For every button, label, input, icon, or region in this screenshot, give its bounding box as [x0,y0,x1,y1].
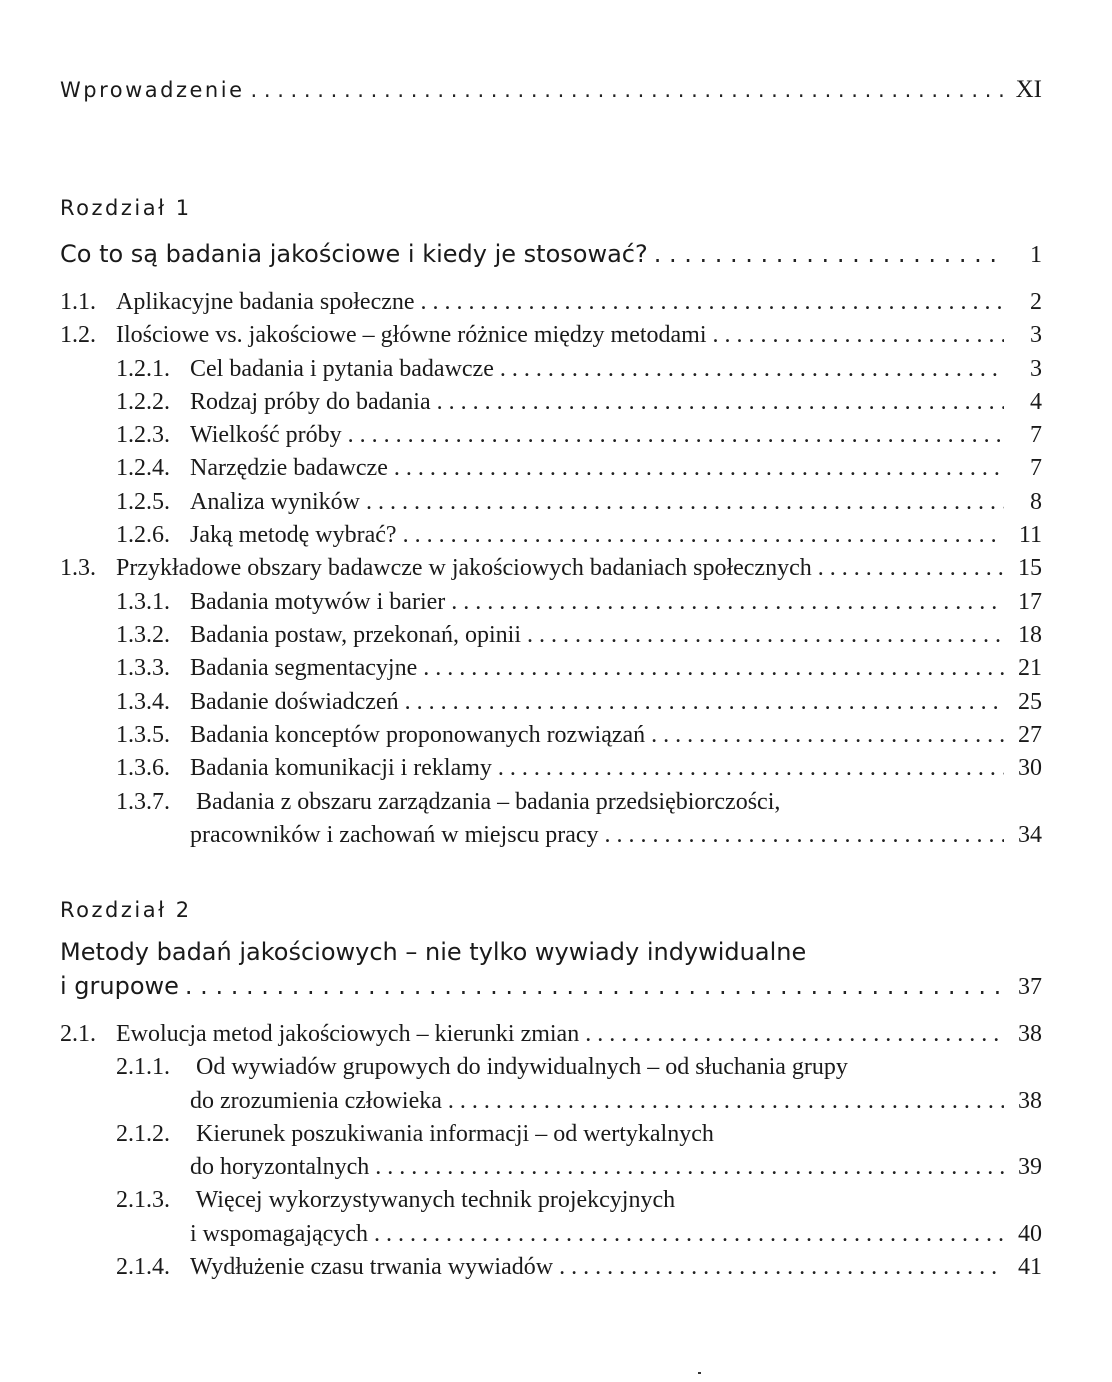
subsection-title-continued: pracowników i zachowań w miejscu pracy [190,822,599,848]
dot-leader [251,78,1005,102]
subsection-number: 1.2.2. [116,389,170,415]
dot-leader [403,522,1004,549]
toc-entry[interactable] [60,489,1042,516]
section-title: Ewolucja metod jakościowych – kierunki zmian [116,1021,580,1047]
page-number: 1 [1030,242,1042,268]
subsection-title: Badania konceptów proponowanych rozwiązań [190,722,646,748]
subsection-number: 1.3.5. [116,722,170,748]
subsection-title-continued: do horyzontalnych [190,1154,370,1180]
toc-entry[interactable] [60,622,1042,649]
chapter-label: Rozdział 2 [60,898,192,922]
dot-leader [500,356,1004,383]
subsection-number: 2.1.1. [116,1054,170,1080]
page-number: 2 [1030,289,1042,315]
subsection-title: Cel badania i pytania badawcze [190,356,494,382]
chapter-title: Metody badań jakościowych – nie tylko wywiady indywidualne [60,938,807,966]
page-number: 25 [1018,689,1042,715]
toc-entry-line2[interactable] [60,1154,1042,1181]
toc-entry-line2[interactable] [60,1088,1042,1115]
subsection-number: 2.1.4. [116,1254,170,1280]
subsection-title: Badania segmentacyjne [190,655,418,681]
dot-leader [818,555,1004,582]
dot-leader [448,1088,1004,1115]
section-number: 1.2. [60,322,96,348]
dot-leader [374,1221,1004,1248]
toc-entry-line1[interactable] [60,789,780,816]
section-number: 1.1. [60,289,96,315]
toc-entry-introduction[interactable] [60,76,1042,104]
dot-leader [451,589,1004,616]
toc-entry[interactable] [60,422,1042,449]
dot-leader [559,1254,1004,1281]
page-number: 21 [1018,655,1042,681]
toc-entry[interactable] [60,722,1042,749]
subsection-title: Narzędzie badawcze [190,455,388,481]
subsection-number: 1.2.6. [116,522,170,548]
dot-leader [605,822,1004,849]
toc-entry[interactable] [60,755,1042,782]
dot-leader [375,1154,1004,1181]
toc-entry[interactable] [60,522,1042,549]
toc-entry[interactable] [60,589,1042,616]
subsection-title-continued: do zrozumienia człowieka [190,1088,442,1114]
scan-artifact [698,1372,701,1374]
dot-leader [713,322,1005,349]
subsection-title: Więcej wykorzystywanych technik projekcyjnych [195,1187,676,1213]
subsection-title: Rodzaj próby do badania [190,389,431,415]
section-title: Aplikacyjne badania społeczne [116,289,415,315]
toc-entry[interactable] [60,289,1042,316]
page-number: 18 [1018,622,1042,648]
chapter-title-row[interactable] [60,240,1042,269]
chapter-title-line1[interactable] [60,938,806,966]
dot-leader [651,722,1004,749]
dot-leader [654,240,1004,268]
chapter-title-continued: i grupowe [60,972,179,1000]
subsection-number: 1.2.1. [116,356,170,382]
toc-entry[interactable] [60,322,1042,349]
section-title: Przykładowe obszary badawcze w jakościowych badaniach społecznych [116,555,812,581]
page-number: 7 [1030,455,1042,481]
page-number: 3 [1030,356,1042,382]
dot-leader [421,289,1004,316]
subsection-number: 1.3.3. [116,655,170,681]
page-number: 38 [1018,1021,1042,1047]
toc-entry[interactable] [60,1021,1042,1048]
dot-leader [437,389,1004,416]
page-number: 15 [1018,555,1042,581]
toc-entry[interactable] [60,1254,1042,1281]
dot-leader [394,455,1004,482]
dot-leader [405,689,1004,716]
chapter-label: Rozdział 1 [60,196,192,220]
subsection-number: 1.2.5. [116,489,170,515]
subsection-number: 1.3.2. [116,622,170,648]
page-number: 27 [1018,722,1042,748]
page-number: 3 [1030,322,1042,348]
toc-entry[interactable] [60,555,1042,582]
dot-leader [498,755,1004,782]
dot-leader [527,622,1004,649]
toc-entry-line1[interactable] [60,1054,848,1081]
dot-leader [348,422,1004,449]
subsection-number: 1.3.6. [116,755,170,781]
toc-entry-line1[interactable] [60,1187,675,1214]
page-number: 30 [1018,755,1042,781]
subsection-number: 1.2.3. [116,422,170,448]
subsection-title: Badania komunikacji i reklamy [190,755,492,781]
entry-title: Wprowadzenie [60,78,245,102]
subsection-title: Badania z obszaru zarządzania – badania przedsiębiorczości, [196,789,781,815]
subsection-number: 1.3.4. [116,689,170,715]
dot-leader [366,489,1004,516]
page-number: 11 [1018,522,1042,548]
toc-entry[interactable] [60,389,1042,416]
subsection-number: 1.2.4. [116,455,170,481]
subsection-number: 1.3.7. [116,789,170,815]
page-number: 7 [1030,422,1042,448]
subsection-title: Kierunek poszukiwania informacji – od wertykalnych [196,1121,714,1147]
toc-entry[interactable] [60,655,1042,682]
page-number: 17 [1018,589,1042,615]
section-title: Ilościowe vs. jakościowe – główne różnice między metodami [116,322,707,348]
subsection-number: 2.1.2. [116,1121,170,1147]
chapter-title: Co to są badania jakościowe i kiedy je stosować? [60,240,648,268]
toc-entry[interactable] [60,689,1042,716]
page-number: 38 [1018,1088,1042,1114]
page-number: 4 [1030,389,1042,415]
dot-leader [585,1021,1004,1048]
dot-leader [185,972,1004,1000]
subsection-title-continued: i wspomagających [190,1221,368,1247]
subsection-number: 1.3.1. [116,589,170,615]
toc-entry-line1[interactable] [60,1121,714,1148]
subsection-title: Wydłużenie czasu trwania wywiadów [190,1254,554,1280]
page-number: 40 [1018,1221,1042,1247]
page-number: 8 [1030,489,1042,515]
subsection-title: Wielkość próby [190,422,342,448]
section-number: 1.3. [60,555,96,581]
subsection-title: Analiza wyników [190,489,360,515]
toc-entry[interactable] [60,356,1042,383]
page-number: 39 [1018,1154,1042,1180]
dot-leader [423,655,1004,682]
page-number: 34 [1018,822,1042,848]
section-number: 2.1. [60,1021,96,1047]
subsection-title: Badania motywów i barier [190,589,446,615]
subsection-title: Od wywiadów grupowych do indywidualnych – od słuchania grupy [196,1054,848,1080]
toc-entry[interactable] [60,455,1042,482]
page-number: 41 [1018,1254,1042,1280]
subsection-title: Badania postaw, przekonań, opinii [190,622,522,648]
subsection-title: Jaką metodę wybrać? [190,522,397,548]
toc-entry-line2[interactable] [60,1221,1042,1248]
subsection-number: 2.1.3. [116,1187,170,1213]
page-number: 37 [1018,974,1042,1000]
page-number: XI [1015,76,1042,103]
subsection-title: Badanie doświadczeń [190,689,399,715]
toc-entry-line2[interactable] [60,822,1042,849]
chapter-title-row[interactable] [60,972,1042,1001]
